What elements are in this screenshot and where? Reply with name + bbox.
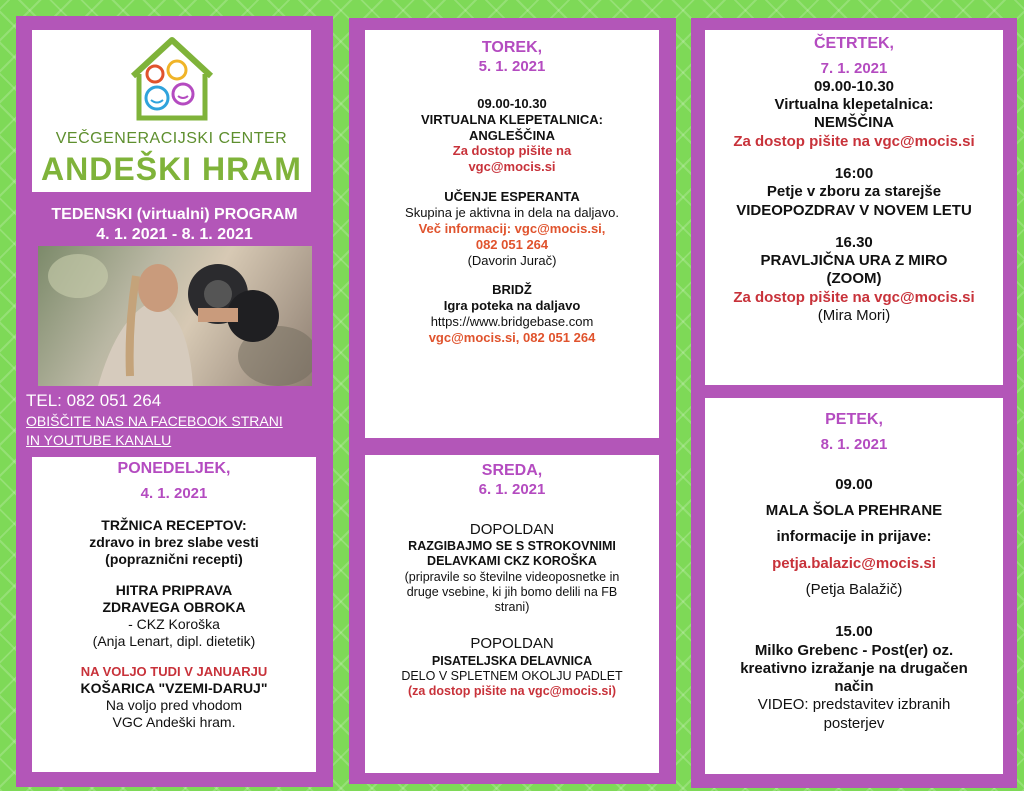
tuesday-event3-contact: vgc@mocis.si, 082 051 264: [428, 329, 596, 345]
friday-event2-desc: VIDEO: predstavitev izbranih: [757, 696, 951, 714]
thursday-event3-platform: (ZOOM): [826, 270, 882, 288]
thursday-event3-person: (Mira Mori): [817, 307, 891, 325]
monday-date: 4. 1. 2021: [140, 484, 208, 502]
thursday-event2-title: Petje v zboru za starejše: [766, 183, 942, 201]
friday-event1-info: informacije in prijave:: [776, 528, 932, 546]
thursday-event2-subtitle: VIDEOPOZDRAV V NOVEM LETU: [736, 201, 972, 219]
thursday-event3-time: 16.30: [835, 233, 873, 251]
monday-event2-title-2: ZDRAVEGA OBROKA: [102, 599, 246, 616]
tuesday-event1-time: 09.00-10.30: [477, 95, 547, 111]
thursday-event1-language: NEMŠČINA: [813, 114, 894, 132]
wednesday-morning-desc-3: strani): [494, 600, 530, 615]
wednesday-day: SREDA,: [481, 462, 543, 479]
friday-card: [705, 398, 1003, 774]
monday-event3-place: VGC Andeški hram.: [112, 714, 236, 731]
wednesday-morning-desc-2: druge vsebine, ki jih bomo delili na FB: [406, 584, 618, 599]
friday-event2-title-2: kreativno izražanje na drugačen: [740, 659, 968, 677]
tuesday-date: 5. 1. 2021: [478, 57, 546, 75]
friday-event2-time: 15.00: [835, 623, 873, 641]
logo-card: [32, 30, 311, 192]
tuesday-event2-title: UČENJE ESPERANTA: [444, 189, 580, 205]
program-dates: 4. 1. 2021 - 8. 1. 2021: [96, 226, 253, 243]
wednesday-afternoon-access: (za dostop pišite na vgc@mocis.si): [407, 684, 617, 699]
tuesday-day: TOREK,: [481, 39, 543, 56]
logo-title: ANDEŠKI HRAM: [41, 151, 302, 187]
thursday-date: 7. 1. 2021: [820, 59, 888, 77]
tuesday-event2-person: (Davorin Jurač): [467, 252, 557, 268]
thursday-event3-access: Za dostop pišite na vgc@mocis.si: [733, 288, 975, 306]
monday-event1-note: (popraznični recepti): [105, 550, 243, 567]
program-title: TEDENSKI (virtualni) PROGRAM: [51, 206, 298, 223]
thursday-event1-access: Za dostop pišite na vgc@mocis.si: [733, 132, 975, 150]
monday-day: PONEDELJEK,: [117, 460, 231, 477]
wednesday-date: 6. 1. 2021: [478, 480, 546, 498]
monday-card: [32, 457, 316, 772]
monday-event1-title: TRŽNICA RECEPTOV:: [101, 516, 247, 533]
wednesday-morning-label: DOPOLDAN: [469, 520, 555, 538]
thursday-card: [705, 30, 1003, 385]
monday-notice: NA VOLJO TUDI V JANUARJU: [80, 664, 268, 680]
facebook-link[interactable]: OBIŠČITE NAS NA FACEBOOK STRANI: [26, 413, 283, 429]
friday-event1-person: (Petja Balažič): [805, 581, 903, 598]
wednesday-afternoon-label: POPOLDAN: [470, 635, 554, 653]
monday-event2-org: - CKZ Koroška: [128, 616, 220, 633]
wednesday-card: [365, 455, 659, 773]
youtube-link[interactable]: IN YOUTUBE KANALU: [26, 432, 172, 448]
wednesday-afternoon-title: PISATELJSKA DELAVNICA: [431, 653, 593, 668]
monday-event1-subtitle: zdravo in brez slabe vesti: [89, 533, 259, 550]
tuesday-event2-info: Več informacij: vgc@mocis.si,: [418, 220, 606, 236]
tuesday-card: [365, 30, 659, 438]
tuesday-event1-access: Za dostop pišite na: [452, 143, 572, 159]
tuesday-event3-desc: Igra poteka na daljavo: [443, 298, 581, 314]
friday-event1-time: 09.00: [835, 475, 873, 493]
monday-event3-desc: Na voljo pred vhodom: [105, 697, 243, 714]
tuesday-event1-email[interactable]: vgc@mocis.si: [468, 159, 556, 175]
friday-event1-email[interactable]: petja.balazic@mocis.si: [772, 554, 936, 572]
monday-event2-title: HITRA PRIPRAVA: [115, 582, 233, 599]
wednesday-morning-title: RAZGIBAJMO SE S STROKOVNIMI: [408, 539, 616, 554]
tuesday-event1-title: VIRTUALNA KLEPETALNICA:: [421, 111, 603, 127]
friday-event2-title: Milko Grebenc - Post(er) oz.: [754, 641, 954, 659]
thursday-event1-title: Virtualna klepetalnica:: [774, 96, 934, 114]
woman-lifting-dumbbell-photo: [38, 246, 312, 386]
thursday-event3-title: PRAVLJIČNA URA Z MIRO: [760, 252, 948, 270]
tuesday-event3-title: BRIDŽ: [492, 282, 532, 298]
wednesday-morning-title-2: DELAVKAMI CKZ KOROŠKA: [427, 554, 597, 569]
tuesday-event2-phone: 082 051 264: [475, 236, 549, 252]
contact-phone: TEL: 082 051 264: [26, 391, 162, 410]
monday-event3-title: KOŠARICA "VZEMI-DARUJ": [80, 680, 268, 697]
tuesday-event2-desc: Skupina je aktivna in dela na daljavo.: [405, 204, 619, 220]
wednesday-morning-desc: (pripravile so številne videoposnetke in: [404, 569, 620, 584]
tuesday-event1-language: ANGLEŠČINA: [469, 127, 555, 143]
tuesday-event3-url[interactable]: https://www.bridgebase.com: [430, 314, 594, 330]
friday-day: PETEK,: [825, 411, 883, 428]
logo-subtitle: VEČGENERACIJSKI CENTER: [55, 130, 288, 147]
friday-date: 8. 1. 2021: [820, 435, 888, 453]
friday-event2-title-3: način: [834, 678, 874, 696]
house-logo-icon: [127, 34, 217, 126]
monday-event2-person: (Anja Lenart, dipl. dietetik): [92, 633, 256, 650]
thursday-day: ČETRTEK,: [814, 35, 894, 52]
friday-event2-desc-2: posterjev: [823, 714, 885, 732]
wednesday-afternoon-desc: DELO V SPLETNEM OKOLJU PADLET: [401, 668, 623, 683]
thursday-event2-time: 16:00: [834, 165, 874, 182]
thursday-event1-time: 09.00-10.30: [813, 77, 895, 95]
friday-event1-title: MALA ŠOLA PREHRANE: [765, 502, 943, 520]
